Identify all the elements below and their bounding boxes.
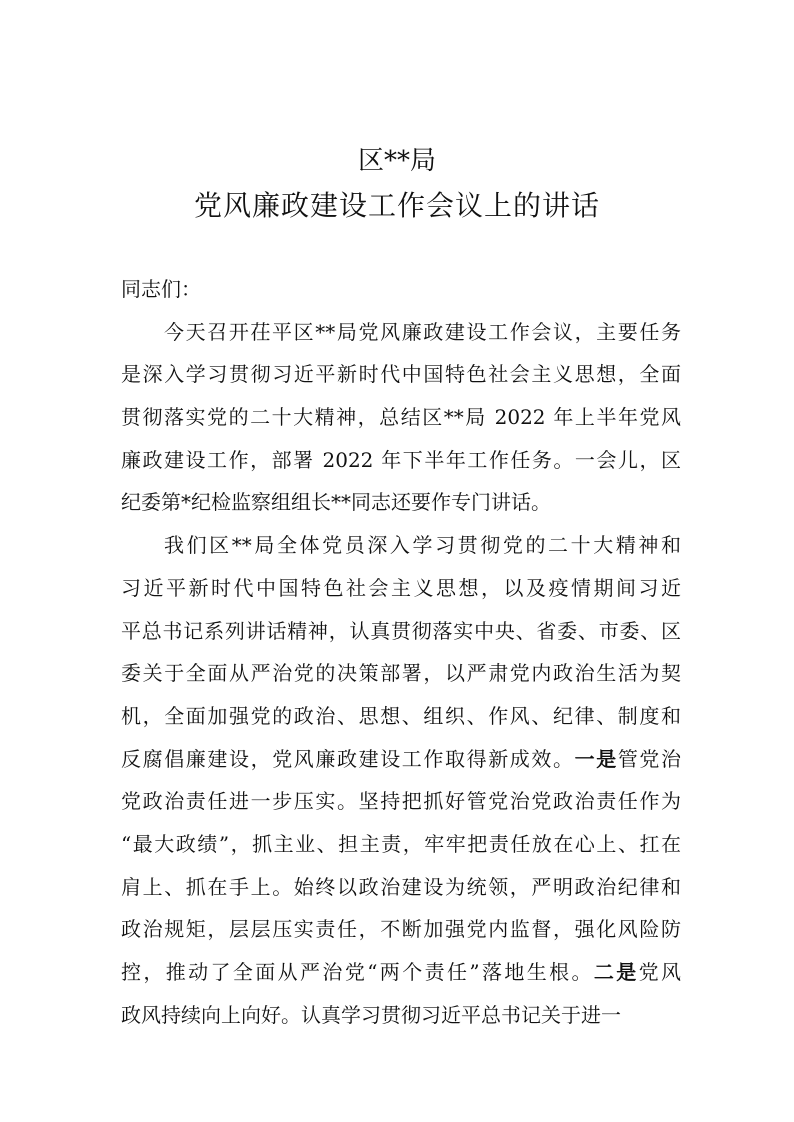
text-segment: 党风 <box>638 960 682 984</box>
bold-point-label: 二是 <box>593 960 639 984</box>
text-segment: 反腐倡廉建设，党风廉政建设工作取得新成效。 <box>121 746 575 771</box>
text-line <box>121 738 681 781</box>
text-line: 肩上、抓在手上。始终以政治建设为统领，严明政治纪律和 <box>121 874 681 899</box>
salutation: 同志们： <box>121 277 201 301</box>
document-title-line2: 党风廉政建设工作会议上的讲话 <box>193 189 600 222</box>
document-title-line1: 区**局 <box>357 146 436 176</box>
text-line: 平总书记系列讲话精神，认真贯彻落实中央、省委、市委、区 <box>121 618 681 643</box>
text-line: 是深入学习贯彻习近平新时代中国特色社会主义思想，全面 <box>121 362 681 387</box>
text-line: 委关于全面从严治党的决策部署，以严肃党内政治生活为契 <box>121 661 681 686</box>
text-line: 政风持续向上向好。认真学习贯彻习近平总书记关于进一 <box>121 1002 621 1027</box>
paragraph-1 <box>121 311 681 524</box>
text-line: 机，全面加强党的政治、思想、组织、作风、纪律、制度和 <box>121 703 681 728</box>
text-line: 廉政建设工作，部署 2022 年下半年工作任务。一会儿，区 <box>121 447 681 472</box>
text-segment: 管党治 <box>617 746 682 771</box>
bold-point-label: 一是 <box>574 746 618 771</box>
text-segment: 控，推动了全面从严治党“两个责任”落地生根。 <box>121 960 594 984</box>
text-line: 贯彻落实党的二十大精神，总结区**局 2022 年上半年党风 <box>121 405 681 430</box>
document-body <box>121 268 681 1036</box>
paragraph-2 <box>121 524 681 1036</box>
text-line: 习近平新时代中国特色社会主义思想，以及疫情期间习近 <box>121 575 681 600</box>
text-line: 政治规矩，层层压实责任，不断加强党内监督，强化风险防 <box>121 917 681 942</box>
text-line: 我们区**局全体党员深入学习贯彻党的二十大精神和 <box>164 533 681 558</box>
text-line: 党政治责任进一步压实。坚持把抓好管党治党政治责任作为 <box>121 789 681 814</box>
text-line <box>121 951 681 994</box>
text-line: “最大政绩”，抓主业、担主责，牢牢把责任放在心上、扛在 <box>121 831 681 856</box>
text-line: 今天召开茌平区**局党风廉政建设工作会议，主要任务 <box>164 319 681 344</box>
text-line: 纪委第*纪检监察组组长**同志还要作专门讲话。 <box>121 490 551 515</box>
